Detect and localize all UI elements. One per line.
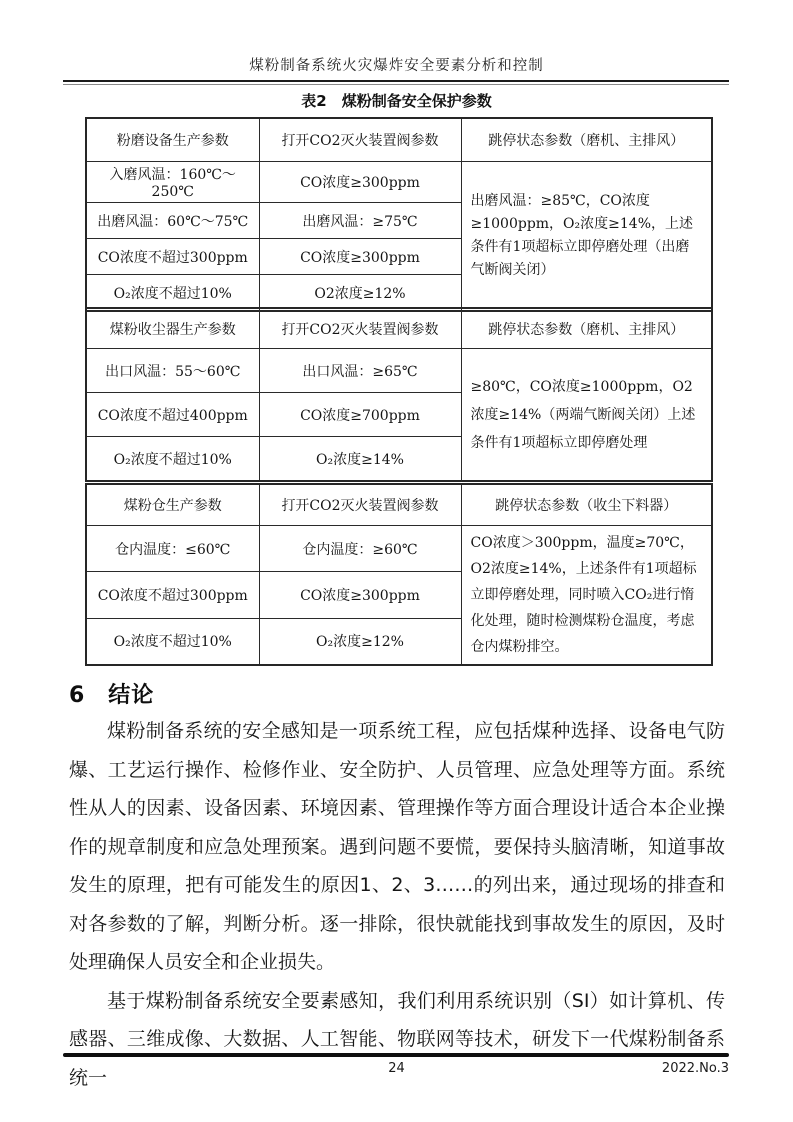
table-note-cell: ≥80℃，CO浓度≥1000ppm，O2浓度≥14%（两端气断阀关闭）上述条件有1项超标立即停磨处理 <box>461 349 712 482</box>
table-cell: 出口风温：≥65℃ <box>259 349 461 393</box>
table-cell: O₂浓度不超过10% <box>86 618 259 665</box>
conclusion-body <box>69 712 725 1097</box>
table-cell: CO浓度≥300ppm <box>259 572 461 618</box>
header-rule <box>63 80 729 85</box>
table-header-row <box>86 118 712 162</box>
table-note-cell: CO浓度＞300ppm，温度≥70℃，O2浓度≥14%，上述条件有1项超标立即停磨处理，同时喷入CO₂进行惰化处理，随时检测煤粉仓温度，考虑仓内煤粉排空。 <box>461 526 712 666</box>
table-cell: CO浓度≥300ppm <box>259 162 461 203</box>
table-cell: 入磨风温：160℃～250℃ <box>86 162 259 203</box>
page-number: 24 <box>388 1061 405 1076</box>
table-header-cell: 煤粉收尘器生产参数 <box>86 308 259 349</box>
table-header-row <box>86 484 712 526</box>
table-header-cell: 打开CO2灭火装置阀参数 <box>259 308 461 349</box>
table-header-cell: 粉磨设备生产参数 <box>86 118 259 162</box>
table-coal-bunker-params <box>85 483 713 666</box>
table-header-cell: 煤粉仓生产参数 <box>86 484 259 526</box>
conclusion-paragraph-1: 煤粉制备系统的安全感知是一项系统工程，应包括煤种选择、设备电气防爆、工艺运行操作、检修作业、安全防护、人员管理、应急处理等方面。系统性从人的因素、设备因素、环境因素、管理操作等方面合理设计适合本企业操作的规章制度和应急处理预案。遇到问题不要慌，要保持头脑清晰，知道事故发生的原理，把有可能发生的原因1、2、3……的列出来，通过现场的排查和对各参数的了解，判断分析。逐一排除，很快就能找到事故发生的原因，及时处理确保人员安全和企业损失。 <box>69 720 725 973</box>
table-cell: 仓内温度：≥60℃ <box>259 526 461 572</box>
table-cell: 出口风温：55～60℃ <box>86 349 259 393</box>
table-cell: O₂浓度≥12% <box>259 618 461 665</box>
table-cell: CO浓度不超过400ppm <box>86 393 259 437</box>
table-caption: 表2 煤粉制备安全保护参数 <box>301 92 492 110</box>
table-mill-params <box>85 117 713 312</box>
table-header-cell: 跳停状态参数（磨机、主排风） <box>461 308 712 349</box>
table-row <box>86 526 712 572</box>
table-dust-collector-params <box>85 307 713 482</box>
table-note-cell: 出磨风温：≥85℃，CO浓度≥1000ppm，O₂浓度≥14%，上述条件有1项超标立即停磨处理（出磨气断阀关闭） <box>461 162 712 312</box>
table-cell: O₂浓度≥14% <box>259 437 461 482</box>
conclusion-heading: 6 结论 <box>69 683 155 708</box>
table-header-row <box>86 308 712 349</box>
table-cell: CO浓度≥300ppm <box>259 239 461 275</box>
table-cell: O₂浓度不超过10% <box>86 275 259 312</box>
table-cell: 出磨风温：≥75℃ <box>259 203 461 239</box>
table-cell: CO浓度≥700ppm <box>259 393 461 437</box>
running-head-title: 煤粉制备系统火灾爆炸安全要素分析和控制 <box>249 58 544 74</box>
table-header-cell: 跳停状态参数（收尘下料器） <box>461 484 712 526</box>
table-row <box>86 162 712 203</box>
footer-rule <box>63 1053 729 1057</box>
table-header-cell: 打开CO2灭火装置阀参数 <box>259 118 461 162</box>
table-cell: CO浓度不超过300ppm <box>86 572 259 618</box>
issue-label: 2022.No.3 <box>661 1061 729 1076</box>
table-cell: CO浓度不超过300ppm <box>86 239 259 275</box>
table-cell: 仓内温度：≤60℃ <box>86 526 259 572</box>
table-cell: O₂浓度不超过10% <box>86 437 259 482</box>
conclusion-paragraph-2: 基于煤粉制备系统安全要素感知，我们利用系统识别（SI）如计算机、传感器、三维成像、大数据、人工智能、物联网等技术，研发下一代煤粉制备系统一 <box>69 989 725 1089</box>
table-row <box>86 349 712 393</box>
table-cell: O2浓度≥12% <box>259 275 461 312</box>
table-header-cell: 打开CO2灭火装置阀参数 <box>259 484 461 526</box>
table-cell: 出磨风温：60℃～75℃ <box>86 203 259 239</box>
table-header-cell: 跳停状态参数（磨机、主排风） <box>461 118 712 162</box>
